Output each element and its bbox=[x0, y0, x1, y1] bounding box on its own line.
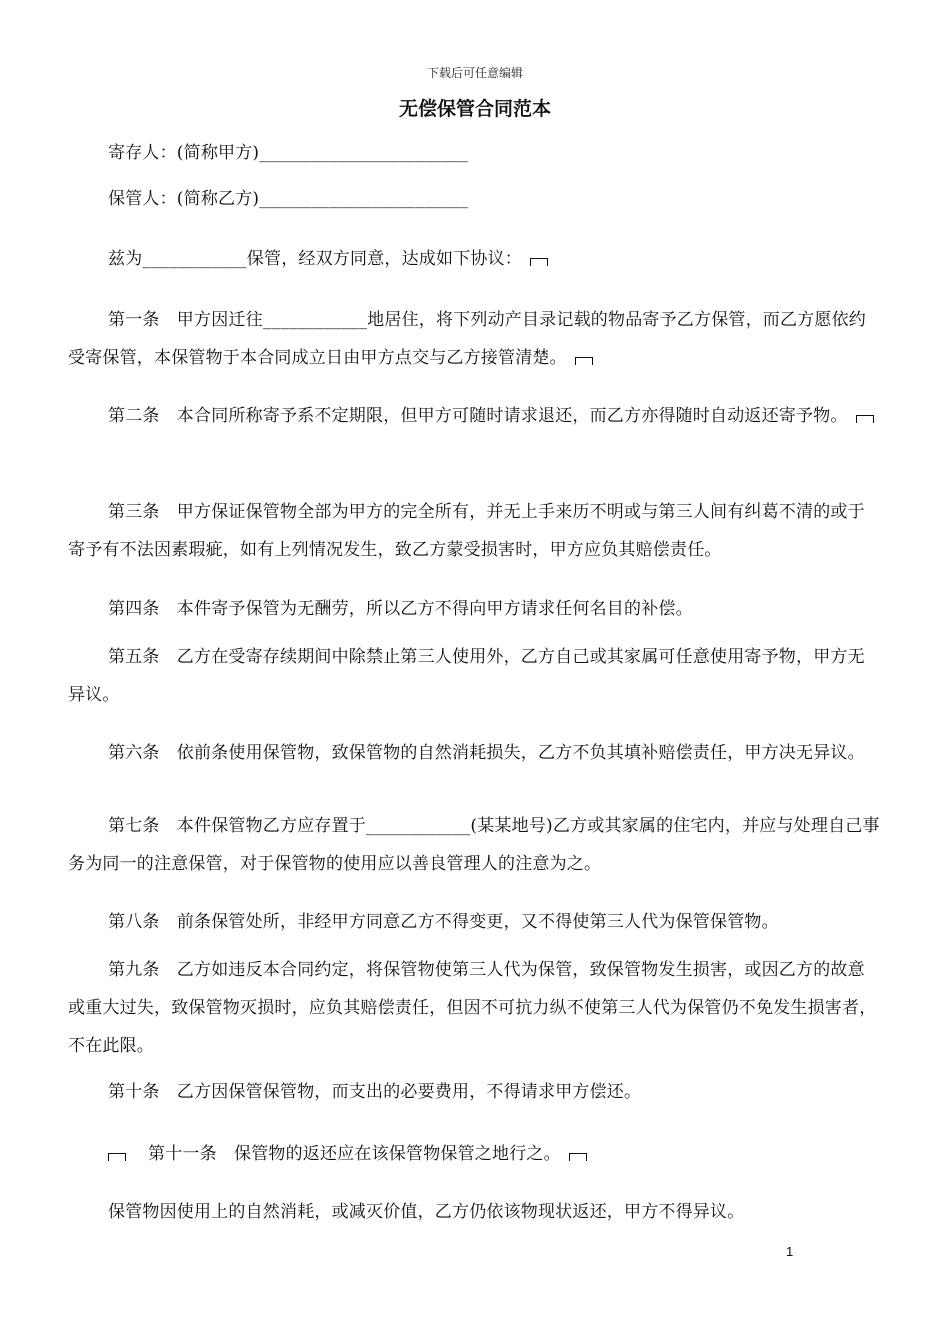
article-1-text: 第一条 甲方因迁往____________地居住，将下列动产目录记载的物品寄予乙方保管，而乙方愿依约受寄保管，本保管物于本合同成立日由甲方点交与乙方接管清楚。 bbox=[68, 310, 866, 368]
article-10 bbox=[68, 1073, 880, 1111]
article-5-text: 第五条 乙方在受寄存续期间中除禁止第三人使用外，乙方自己或其家属可任意使用寄予物，甲方无异议。 bbox=[68, 647, 865, 705]
paragraph-mark-icon bbox=[530, 258, 548, 266]
article-11-text: 第十一条 保管物的返还应在该保管物保管之地行之。 bbox=[148, 1144, 561, 1164]
paragraph-mark-icon bbox=[575, 357, 593, 365]
article-1 bbox=[68, 301, 880, 377]
paragraph-mark-icon bbox=[569, 1153, 587, 1161]
article-3-text: 第三条 甲方保证保管物全部为甲方的完全所有，并无上手来历不明或与第三人间有纠葛不清的或于寄予有不法因素瑕疵，如有上列情况发生，致乙方蒙受损害时，甲方应负其赔偿责任。 bbox=[68, 502, 865, 560]
party-b-text: 保管人：(简称乙方)________________________ bbox=[108, 189, 469, 209]
article-6-text: 第六条 依前条使用保管物，致保管物的自然消耗损失，乙方不负其填补赔偿责任，甲方决无异议。 bbox=[108, 743, 865, 763]
article-7 bbox=[68, 807, 880, 883]
article-7-text: 第七条 本件保管物乙方应存置于____________(某某地号)乙方或其家属的住宅内，并应与处理自己事务为同一的注意保管，对于保管物的使用应以善良管理人的注意为之。 bbox=[68, 816, 880, 874]
paragraph-mark-icon bbox=[108, 1153, 126, 1161]
document-title: 无偿保管合同范本 bbox=[398, 98, 551, 120]
article-3 bbox=[68, 493, 880, 569]
article-8 bbox=[68, 903, 880, 941]
party-a-line bbox=[68, 134, 880, 172]
preamble-paragraph bbox=[68, 240, 880, 278]
party-a-text: 寄存人：(简称甲方)________________________ bbox=[108, 143, 469, 163]
paragraph-mark-icon bbox=[856, 415, 874, 423]
article-9-text: 第九条 乙方如违反本合同约定，将保管物使第三人代为保管，致保管物发生损害，或因乙方的故意或重大过失，致保管物灭损时，应负其赔偿责任，但因不可抗力纵不使第三人代为保管仍不免发生损害者，不在此限。 bbox=[68, 960, 877, 1056]
article-11-continuation bbox=[68, 1193, 880, 1231]
article-2 bbox=[68, 397, 880, 435]
article-5 bbox=[68, 638, 880, 714]
article-9 bbox=[68, 951, 880, 1065]
article-6 bbox=[68, 734, 880, 772]
article-4-text: 第四条 本件寄予保管为无酬劳，所以乙方不得向甲方请求任何名目的补偿。 bbox=[108, 599, 693, 619]
article-4 bbox=[68, 590, 880, 628]
article-8-text: 第八条 前条保管处所，非经甲方同意乙方不得变更，又不得使第三人代为保管保管物。 bbox=[108, 912, 779, 932]
party-b-line bbox=[68, 180, 880, 218]
article-2-text: 第二条 本合同所称寄予系不定期限，但甲方可随时请求退还，而乙方亦得随时自动返还寄予物。 bbox=[108, 406, 848, 426]
article-11 bbox=[68, 1135, 880, 1173]
article-11-continuation-text: 保管物因使用上的自然消耗，或减灭价值，乙方仍依该物现状返还，甲方不得异议。 bbox=[108, 1202, 745, 1222]
header-note: 下载后可任意编辑 bbox=[426, 66, 523, 80]
page-number: 1 bbox=[786, 1244, 794, 1259]
article-10-text: 第十条 乙方因保管保管物，而支出的必要费用，不得请求甲方偿还。 bbox=[108, 1082, 642, 1102]
preamble-text: 兹为____________保管，经双方同意，达成如下协议： bbox=[108, 249, 522, 269]
